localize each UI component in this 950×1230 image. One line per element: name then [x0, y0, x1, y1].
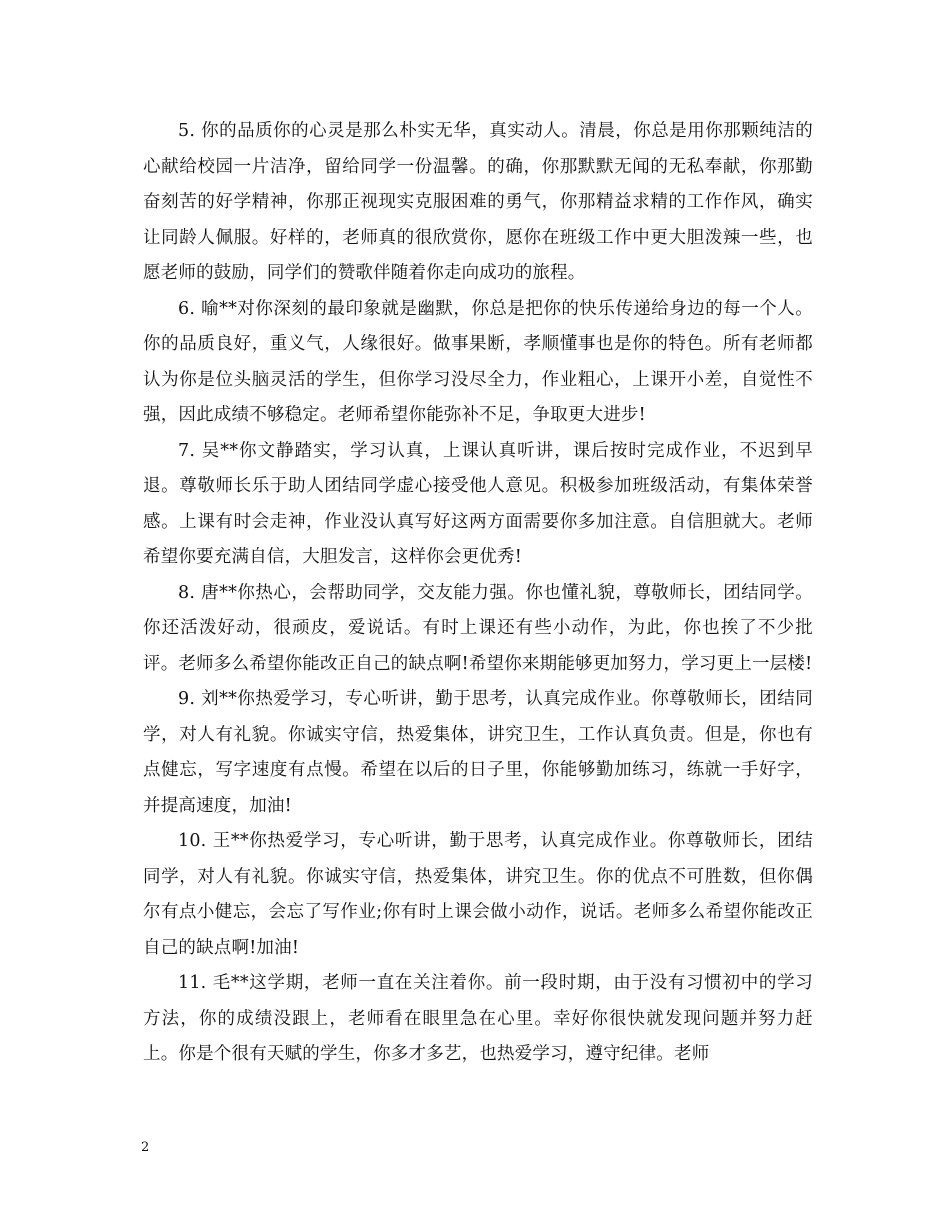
paragraph-10: 10. 王**你热爱学习，专心听讲，勤于思考，认真完成作业。你尊敬师长，团结同学，对人有礼貌。你诚实守信，热爱集体，讲究卫生。你的优点不可胜数，但你偶尔有点小健忘，会忘了写作业;你有时上课会做小动作，说话。老师多么希望你能改正自己的缺点啊!加油!: [143, 831, 813, 958]
paragraph-9: 9. 刘**你热爱学习，专心听讲，勤于思考，认真完成作业。你尊敬师长，团结同学，对人有礼貌。你诚实守信，热爱集体，讲究卫生，工作认真负责。但是，你也有点健忘，写字速度有点慢。希望在以后的日子里，你能够勤加练习，练就一手好字，并提高速度，加油!: [143, 689, 813, 816]
paragraph-5: 5. 你的品质你的心灵是那么朴实无华，真实动人。清晨，你总是用你那颗纯洁的心献给校园一片洁净，留给同学一份温馨。的确，你那默默无闻的无私奉献，你那勤奋刻苦的好学精神，你那正视现实克服困难的勇气，你那精益求精的工作作风，确实让同龄人佩服。好样的，老师真的很欣赏你，愿你在班级工作中更大胆泼辣一些，也愿老师的鼓励，同学们的赞歌伴随着你走向成功的旅程。: [143, 121, 813, 283]
document-body: [143, 114, 813, 1073]
page-number: 2: [141, 1140, 150, 1155]
paragraph-8: 8. 唐**你热心，会帮助同学，交友能力强。你也懂礼貌，尊敬师长，团结同学。你还活泼好动，很顽皮，爱说话。有时上课还有些小动作，为此，你也挨了不少批评。老师多么希望你能改正自己的缺点啊!希望你来期能够更加努力，学习更上一层楼!: [143, 582, 813, 674]
paragraph-11: 11. 毛**这学期，老师一直在关注着你。前一段时期，由于没有习惯初中的学习方法，你的成绩没跟上，老师看在眼里急在心里。幸好你很快就发现问题并努力赶上。你是个很有天赋的学生，你多才多艺，也热爱学习，遵守纪律。老师: [143, 973, 813, 1064]
paragraph-7: 7. 吴**你文静踏实，学习认真，上课认真听讲，课后按时完成作业，不迟到早退。尊敬师长乐于助人团结同学虚心接受他人意见。积极参加班级活动，有集体荣誉感。上课有时会走神，作业没认真写好这两方面需要你多加注意。自信胆就大。老师希望你要充满自信，大胆发言，这样你会更优秀!: [143, 440, 813, 567]
paragraph-6: 6. 喻**对你深刻的最印象就是幽默，你总是把你的快乐传递给身边的每一个人。你的品质良好，重义气，人缘很好。做事果断，孝顺懂事也是你的特色。所有老师都认为你是位头脑灵活的学生，但你学习没尽全力，作业粗心，上课开小差，自觉性不强，因此成绩不够稳定。老师希望你能弥补不足，争取更大进步!: [143, 298, 813, 425]
